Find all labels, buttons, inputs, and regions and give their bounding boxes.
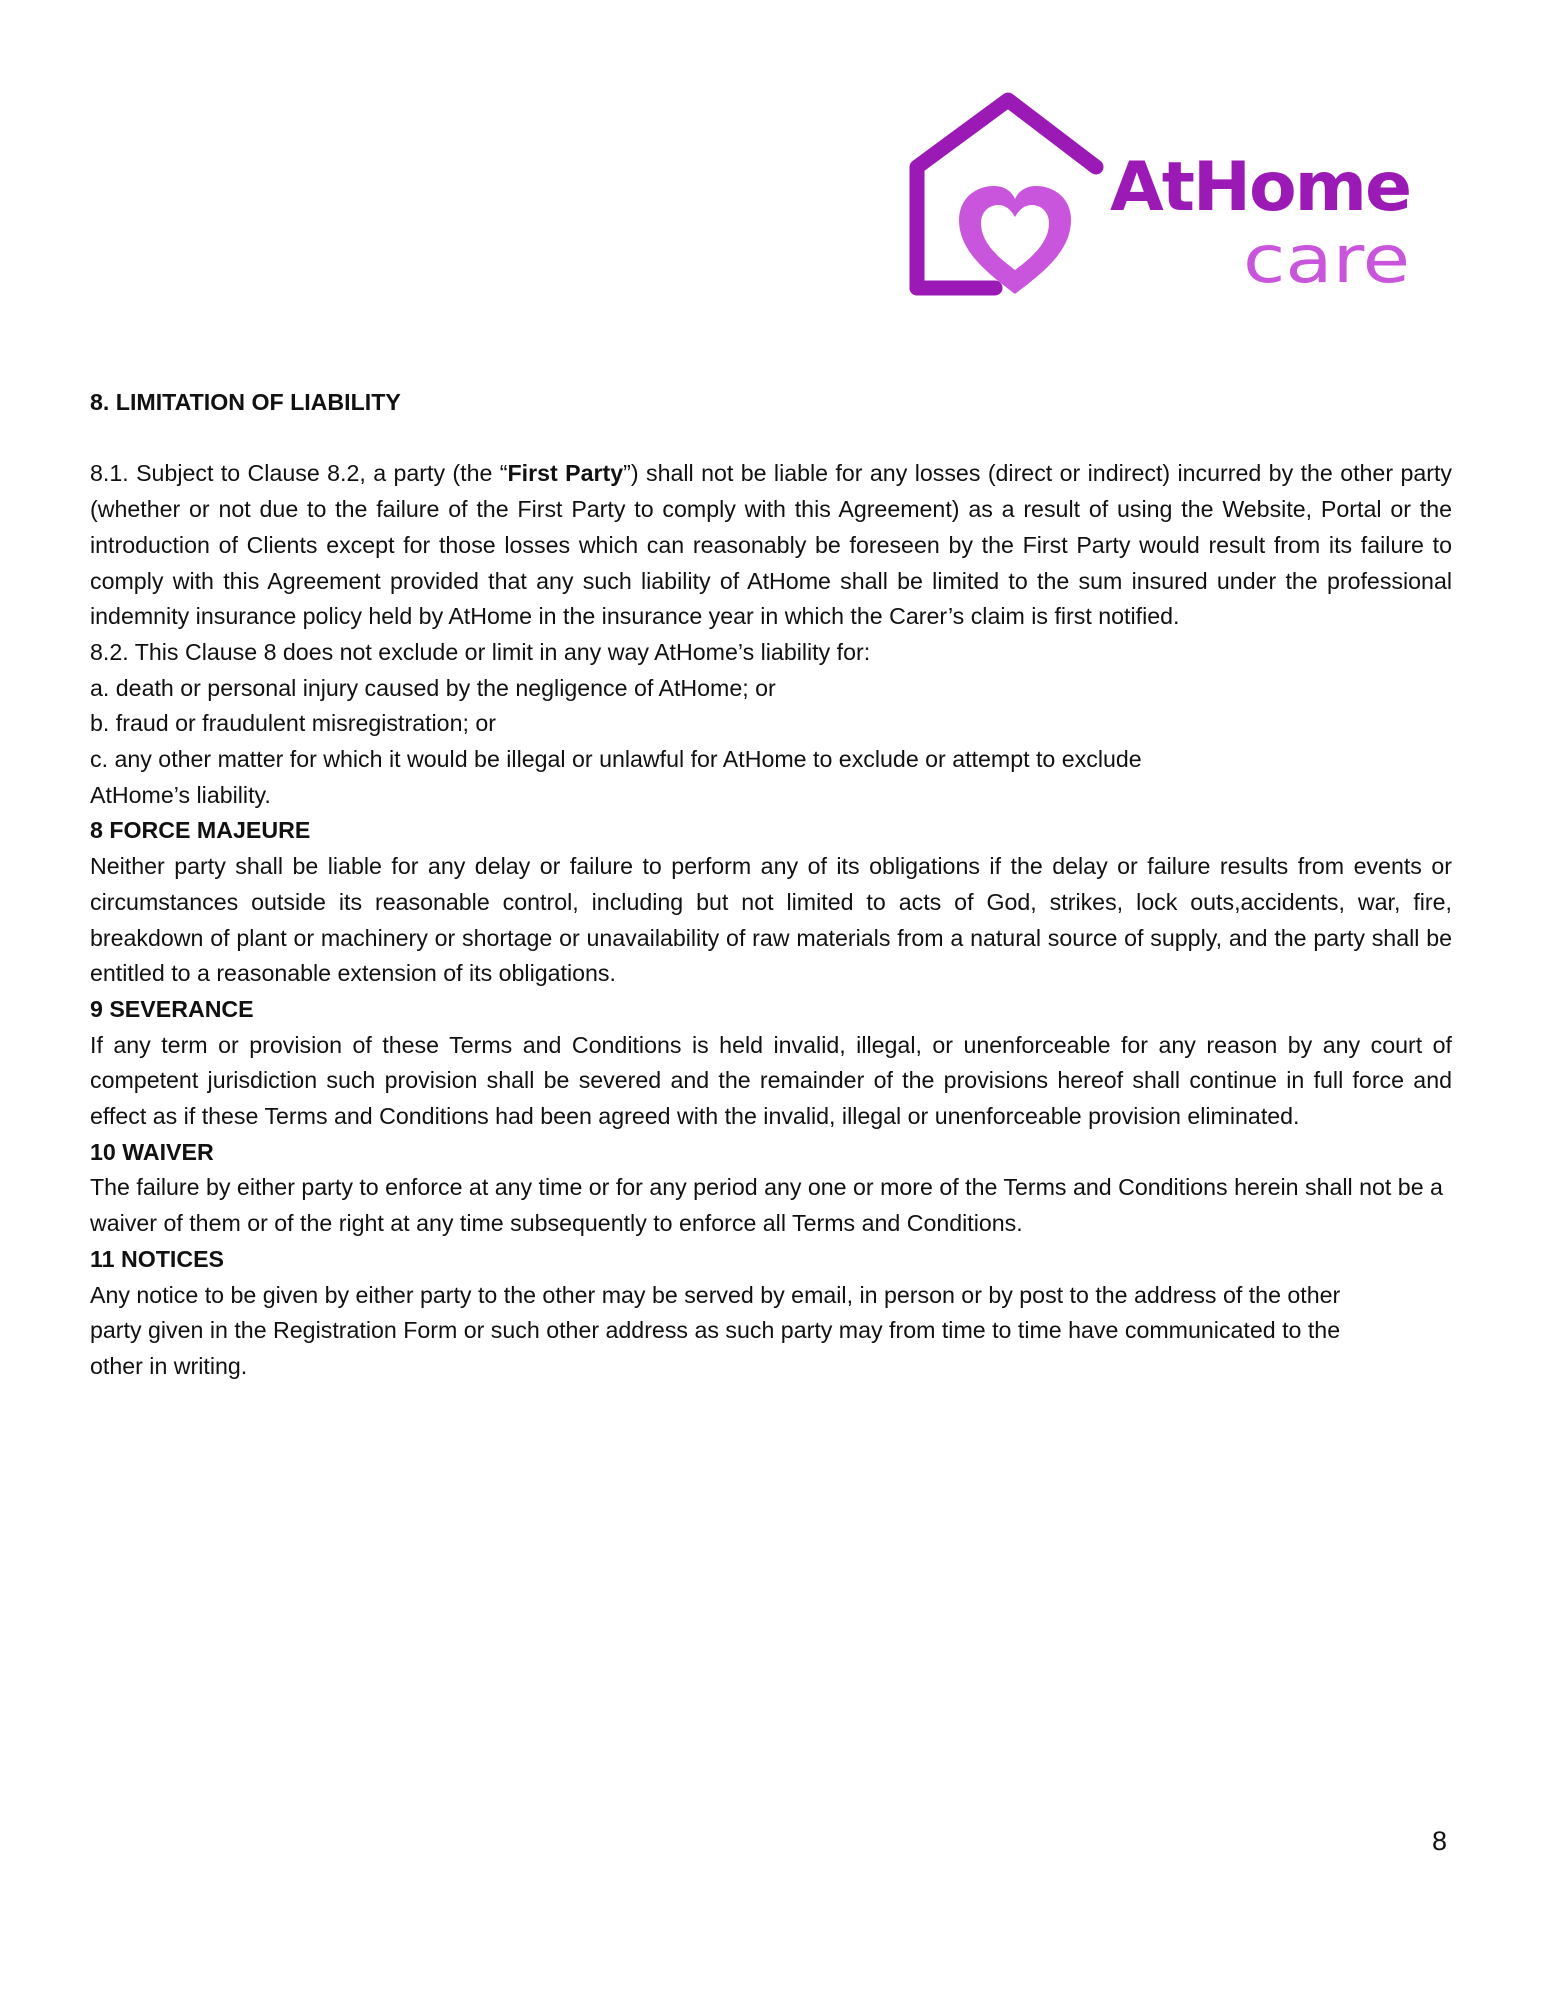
first-party-term: First Party xyxy=(507,460,624,487)
section-heading-severance: 9 SEVERANCE xyxy=(90,995,254,1022)
svg-text:AtHome: AtHome xyxy=(1110,148,1410,227)
waiver-text: The failure by either party to enforce at any time or for any period any one or more of the Terms and Conditions herein shall not be a waiver of them or of the right at any time subsequently to enforce all Terms and Conditions. xyxy=(90,1174,1443,1237)
clause-8-2-c: c. any other matter for which it would be illegal or unlawful for AtHome to exclude or attempt to exclude AtHome’s liability. xyxy=(90,746,1142,808)
athome-care-logo xyxy=(905,92,1425,304)
clause-8-1: 8.1. Subject to Clause 8.2, a party (the “First Party”) shall not be liable for any losses (direct or indirect) incurred by the other party (whether or not due to the failure of the First Party to comply with this Agreement) as a result of using the Website, Portal or the introduction of Clients except for those losses which can reasonably be foreseen by the First Party would result from its failure to comply with this Agreement provided that any such liability of AtHome shall be limited to the sum insured under the professional indemnity insurance policy held by AtHome in the insurance year in which the Carer’s claim is first notified. xyxy=(90,460,1452,630)
document-body xyxy=(90,385,1452,1385)
section-heading-limitation-of-liability: 8. LIMITATION OF LIABILITY xyxy=(90,389,401,415)
severance-text: If any term or provision of these Terms and Conditions is held invalid, illegal, or unenforceable for any reason by any court of competent jurisdiction such provision shall be severed and the remainder of the provisions hereof shall continue in full force and effect as if these Terms and Conditions had been agreed with the invalid, illegal or unenforceable provision eliminated. xyxy=(90,1031,1452,1130)
page-number: 8 xyxy=(1431,1826,1447,1856)
notices-text: Any notice to be given by either party to the other may be served by email, in person or by post to the address of the other party given in the Registration Form or such other address as such party may from time to time have communicated to the other in writing. xyxy=(90,1281,1341,1379)
clause-8-2-b: b. fraud or fraudulent misregistration; or xyxy=(90,710,496,737)
section-heading-notices: 11 NOTICES xyxy=(90,1245,225,1272)
clause-8-2-a: a. death or personal injury caused by the negligence of AtHome; or xyxy=(90,674,776,701)
clause-8-2: 8.2. This Clause 8 does not exclude or limit in any way AtHome’s liability for: xyxy=(90,638,871,665)
force-majeure-text: Neither party shall be liable for any delay or failure to perform any of its obligations if the delay or failure results from events or circumstances outside its reasonable control, including but not limited to acts of God, strikes, lock outs,accidents, war, fire, breakdown of plant or machinery or shortage or unavailability of raw materials from a natural source of supply, and the party shall be entitled to a reasonable extension of its obligations. xyxy=(90,853,1452,987)
section-heading-force-majeure: 8 FORCE MAJEURE xyxy=(90,817,311,844)
section-heading-waiver: 10 WAIVER xyxy=(90,1138,214,1165)
svg-text:care: care xyxy=(1243,221,1410,298)
